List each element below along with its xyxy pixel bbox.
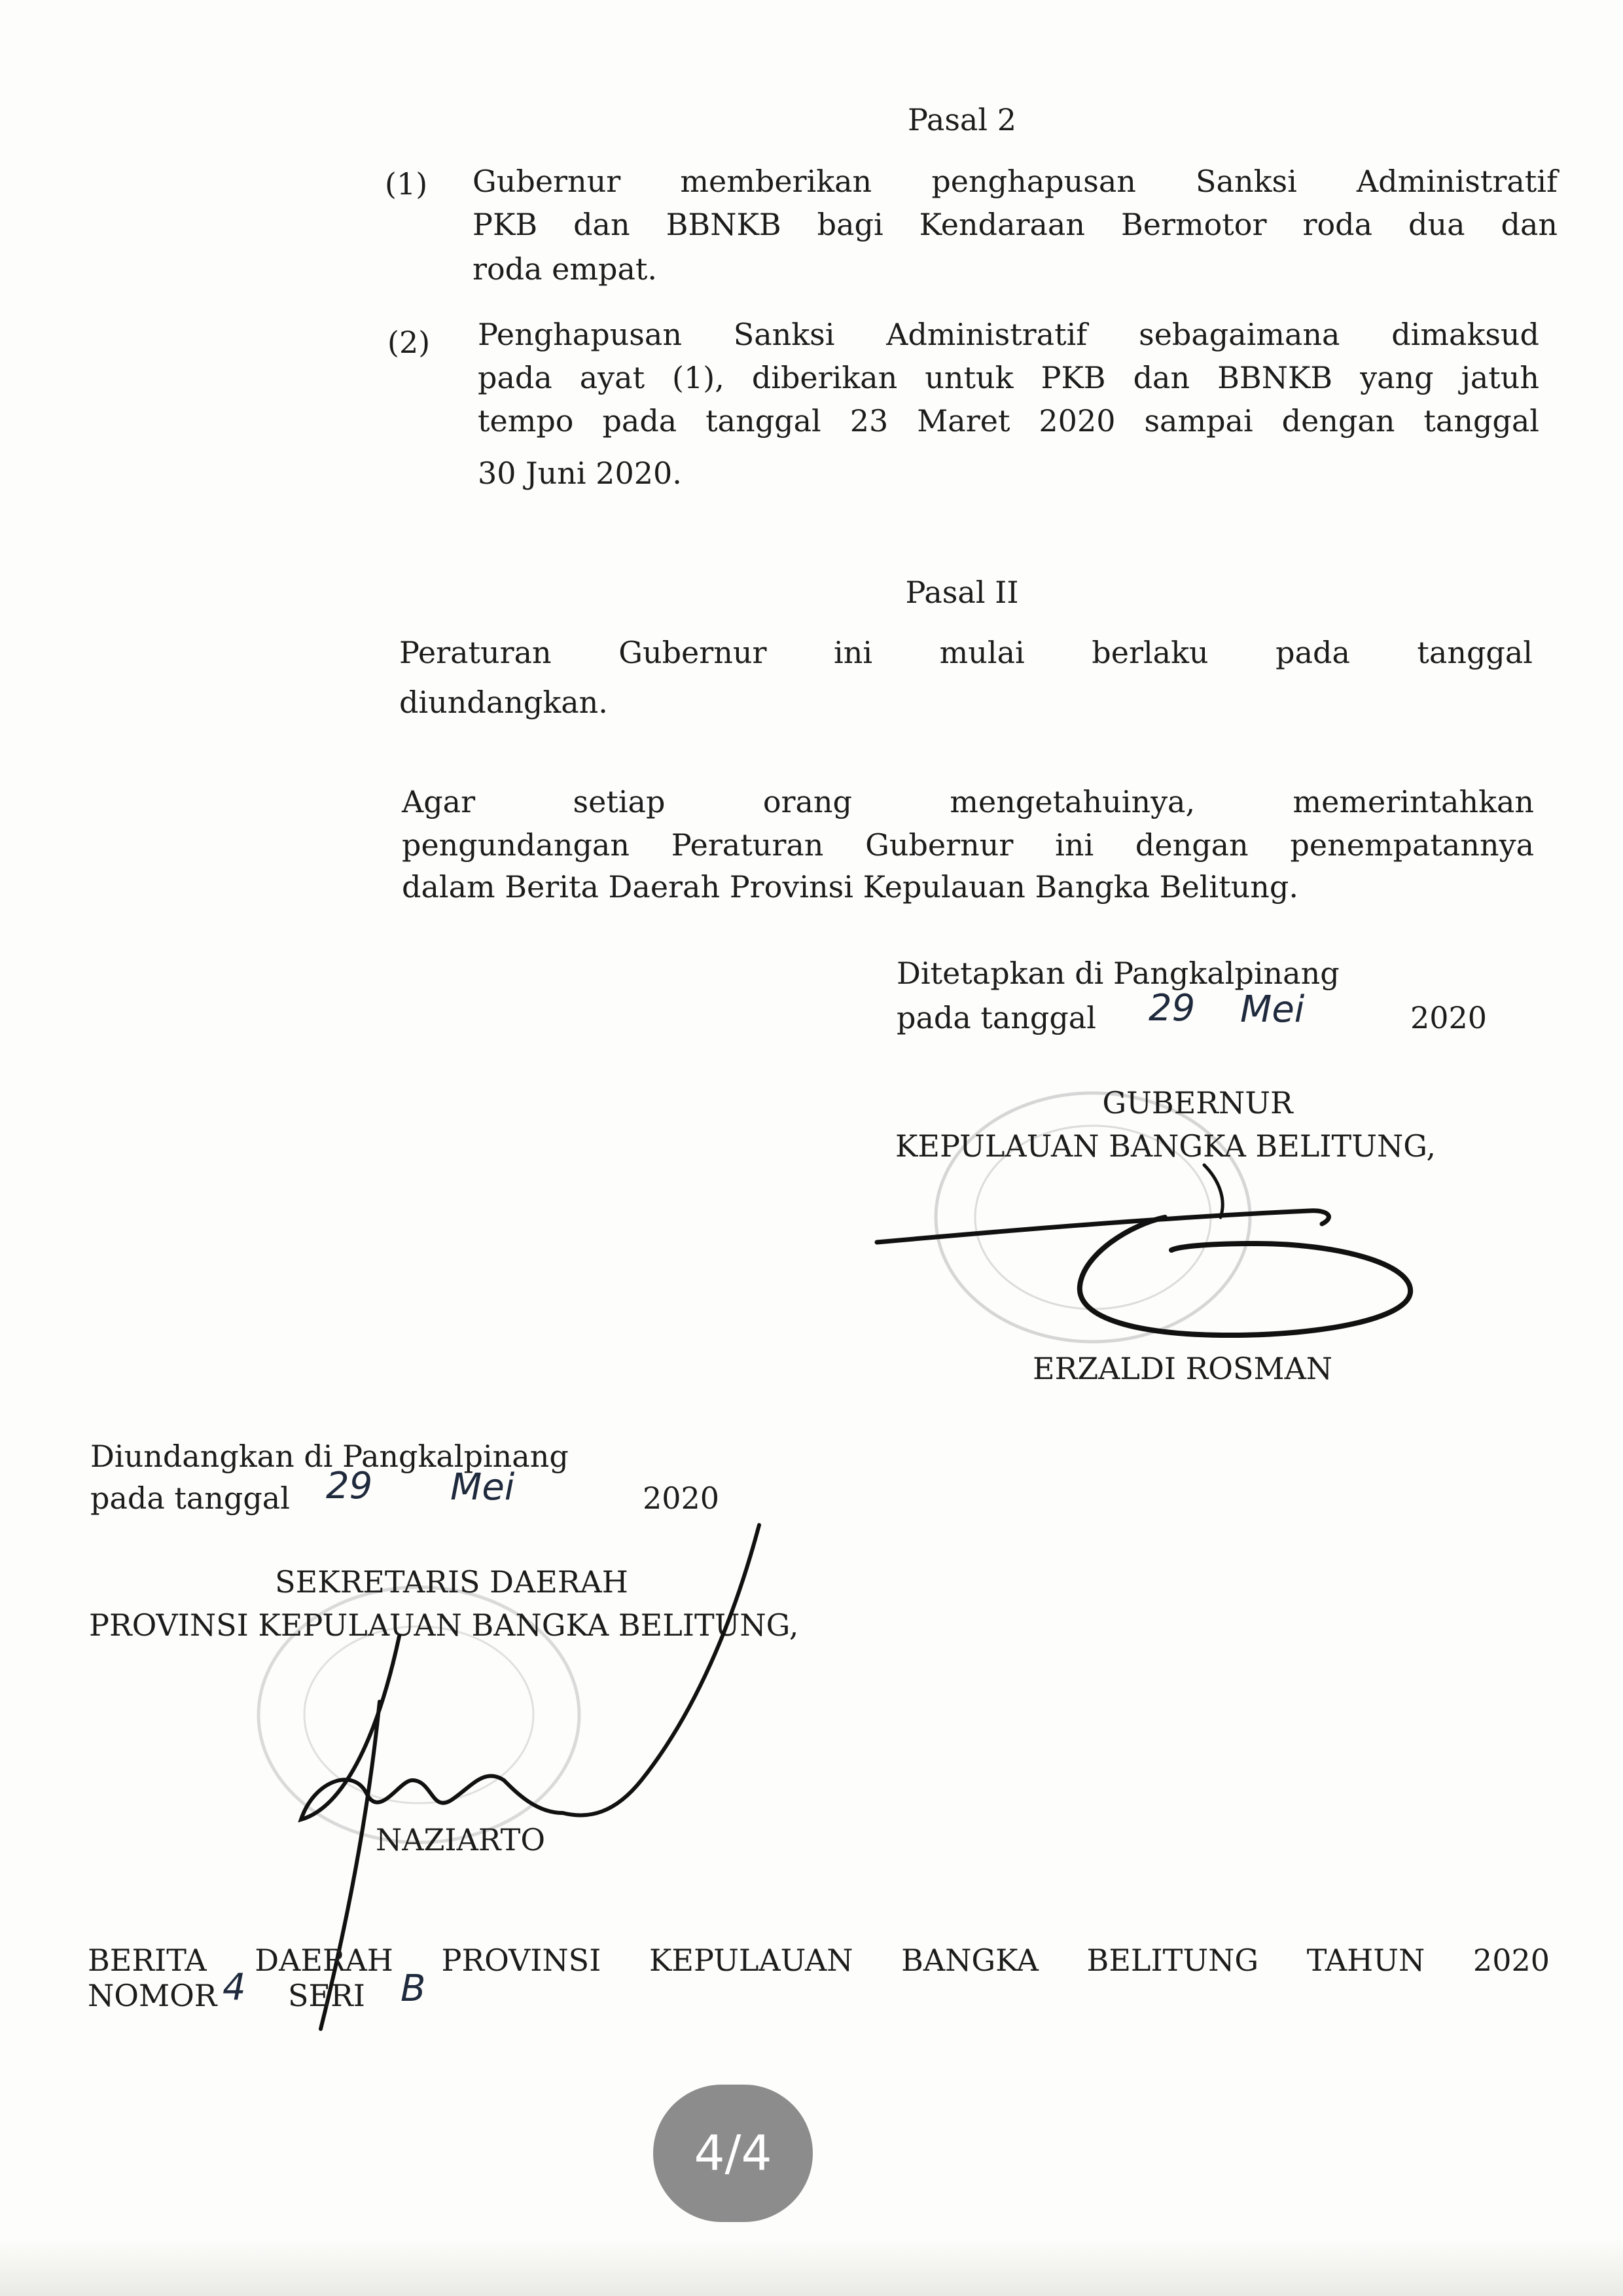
ditetapkan-date-prefix: pada tanggal [897, 1000, 1096, 1035]
page-indicator[interactable]: 4/4 [653, 2085, 813, 2222]
berita-seri-label: SERI [288, 1978, 365, 2013]
diundangkan-month-handwritten: Mei [450, 1466, 515, 1509]
pasal-II-line-2: diundangkan. [399, 685, 608, 720]
ayat-2-number: (2) [387, 325, 431, 360]
pasal-II-heading: Pasal II [905, 575, 1019, 610]
ditetapkan-title-2: KEPULAUAN BANGKA BELITUNG, [895, 1128, 1436, 1164]
ayat-2-line-4: 30 Juni 2020. [478, 456, 682, 491]
ayat-1-line-2: PKB dan BBNKB bagi Kendaraan Bermotor roda dua dan [473, 207, 1558, 242]
bottom-shadow [0, 2238, 1623, 2296]
berita-nomor-label: NOMOR [88, 1978, 217, 2013]
ditetapkan-title-1: GUBERNUR [1102, 1085, 1293, 1121]
ditetapkan-name: ERZALDI ROSMAN [1033, 1351, 1333, 1386]
pasal-II-line-1: Peraturan Gubernur ini mulai berlaku pada tanggal [399, 635, 1533, 670]
diundangkan-title-1: SEKRETARIS DAERAH [275, 1564, 628, 1600]
diundangkan-date-prefix: pada tanggal [90, 1480, 290, 1516]
diundangkan-name: NAZIARTO [376, 1822, 546, 1857]
ditetapkan-place: Ditetapkan di Pangkalpinang [897, 956, 1340, 991]
governor-signature [864, 1139, 1427, 1348]
ditetapkan-day-handwritten: 29 [1149, 987, 1196, 1030]
closing-line-2: pengundangan Peraturan Gubernur ini dengan penempatannya [402, 827, 1534, 863]
diundangkan-day-handwritten: 29 [326, 1465, 373, 1507]
closing-line-3: dalam Berita Daerah Provinsi Kepulauan Bangka Belitung. [402, 869, 1298, 905]
diundangkan-place: Diundangkan di Pangkalpinang [90, 1439, 569, 1474]
pasal-2-heading: Pasal 2 [908, 102, 1016, 137]
berita-line-1: BERITA DAERAH PROVINSI KEPULAUAN BANGKA BELITUNG TAHUN 2020 [88, 1943, 1550, 1978]
berita-seri-handwritten: B [401, 1967, 426, 2010]
ayat-2-line-3: tempo pada tanggal 23 Maret 2020 sampai dengan tanggal [478, 403, 1539, 439]
ditetapkan-year: 2020 [1410, 1000, 1488, 1035]
diundangkan-year: 2020 [643, 1480, 720, 1516]
ayat-2-line-2: pada ayat (1), diberikan untuk PKB dan BBNKB yang jatuh [478, 360, 1539, 395]
ayat-1-number: (1) [385, 166, 428, 202]
berita-nomor-handwritten: 4 [223, 1966, 246, 2009]
ayat-1-line-3: roda empat. [473, 251, 657, 287]
ayat-2-line-1: Penghapusan Sanksi Administratif sebagaimana dimaksud [478, 317, 1539, 352]
ayat-1-line-1: Gubernur memberikan penghapusan Sanksi Administratif [473, 164, 1558, 199]
diundangkan-title-2: PROVINSI KEPULAUAN BANGKA BELITUNG, [89, 1607, 799, 1643]
closing-line-1: Agar setiap orang mengetahuinya, memerintahkan [402, 784, 1534, 819]
ditetapkan-month-handwritten: Mei [1240, 988, 1305, 1031]
